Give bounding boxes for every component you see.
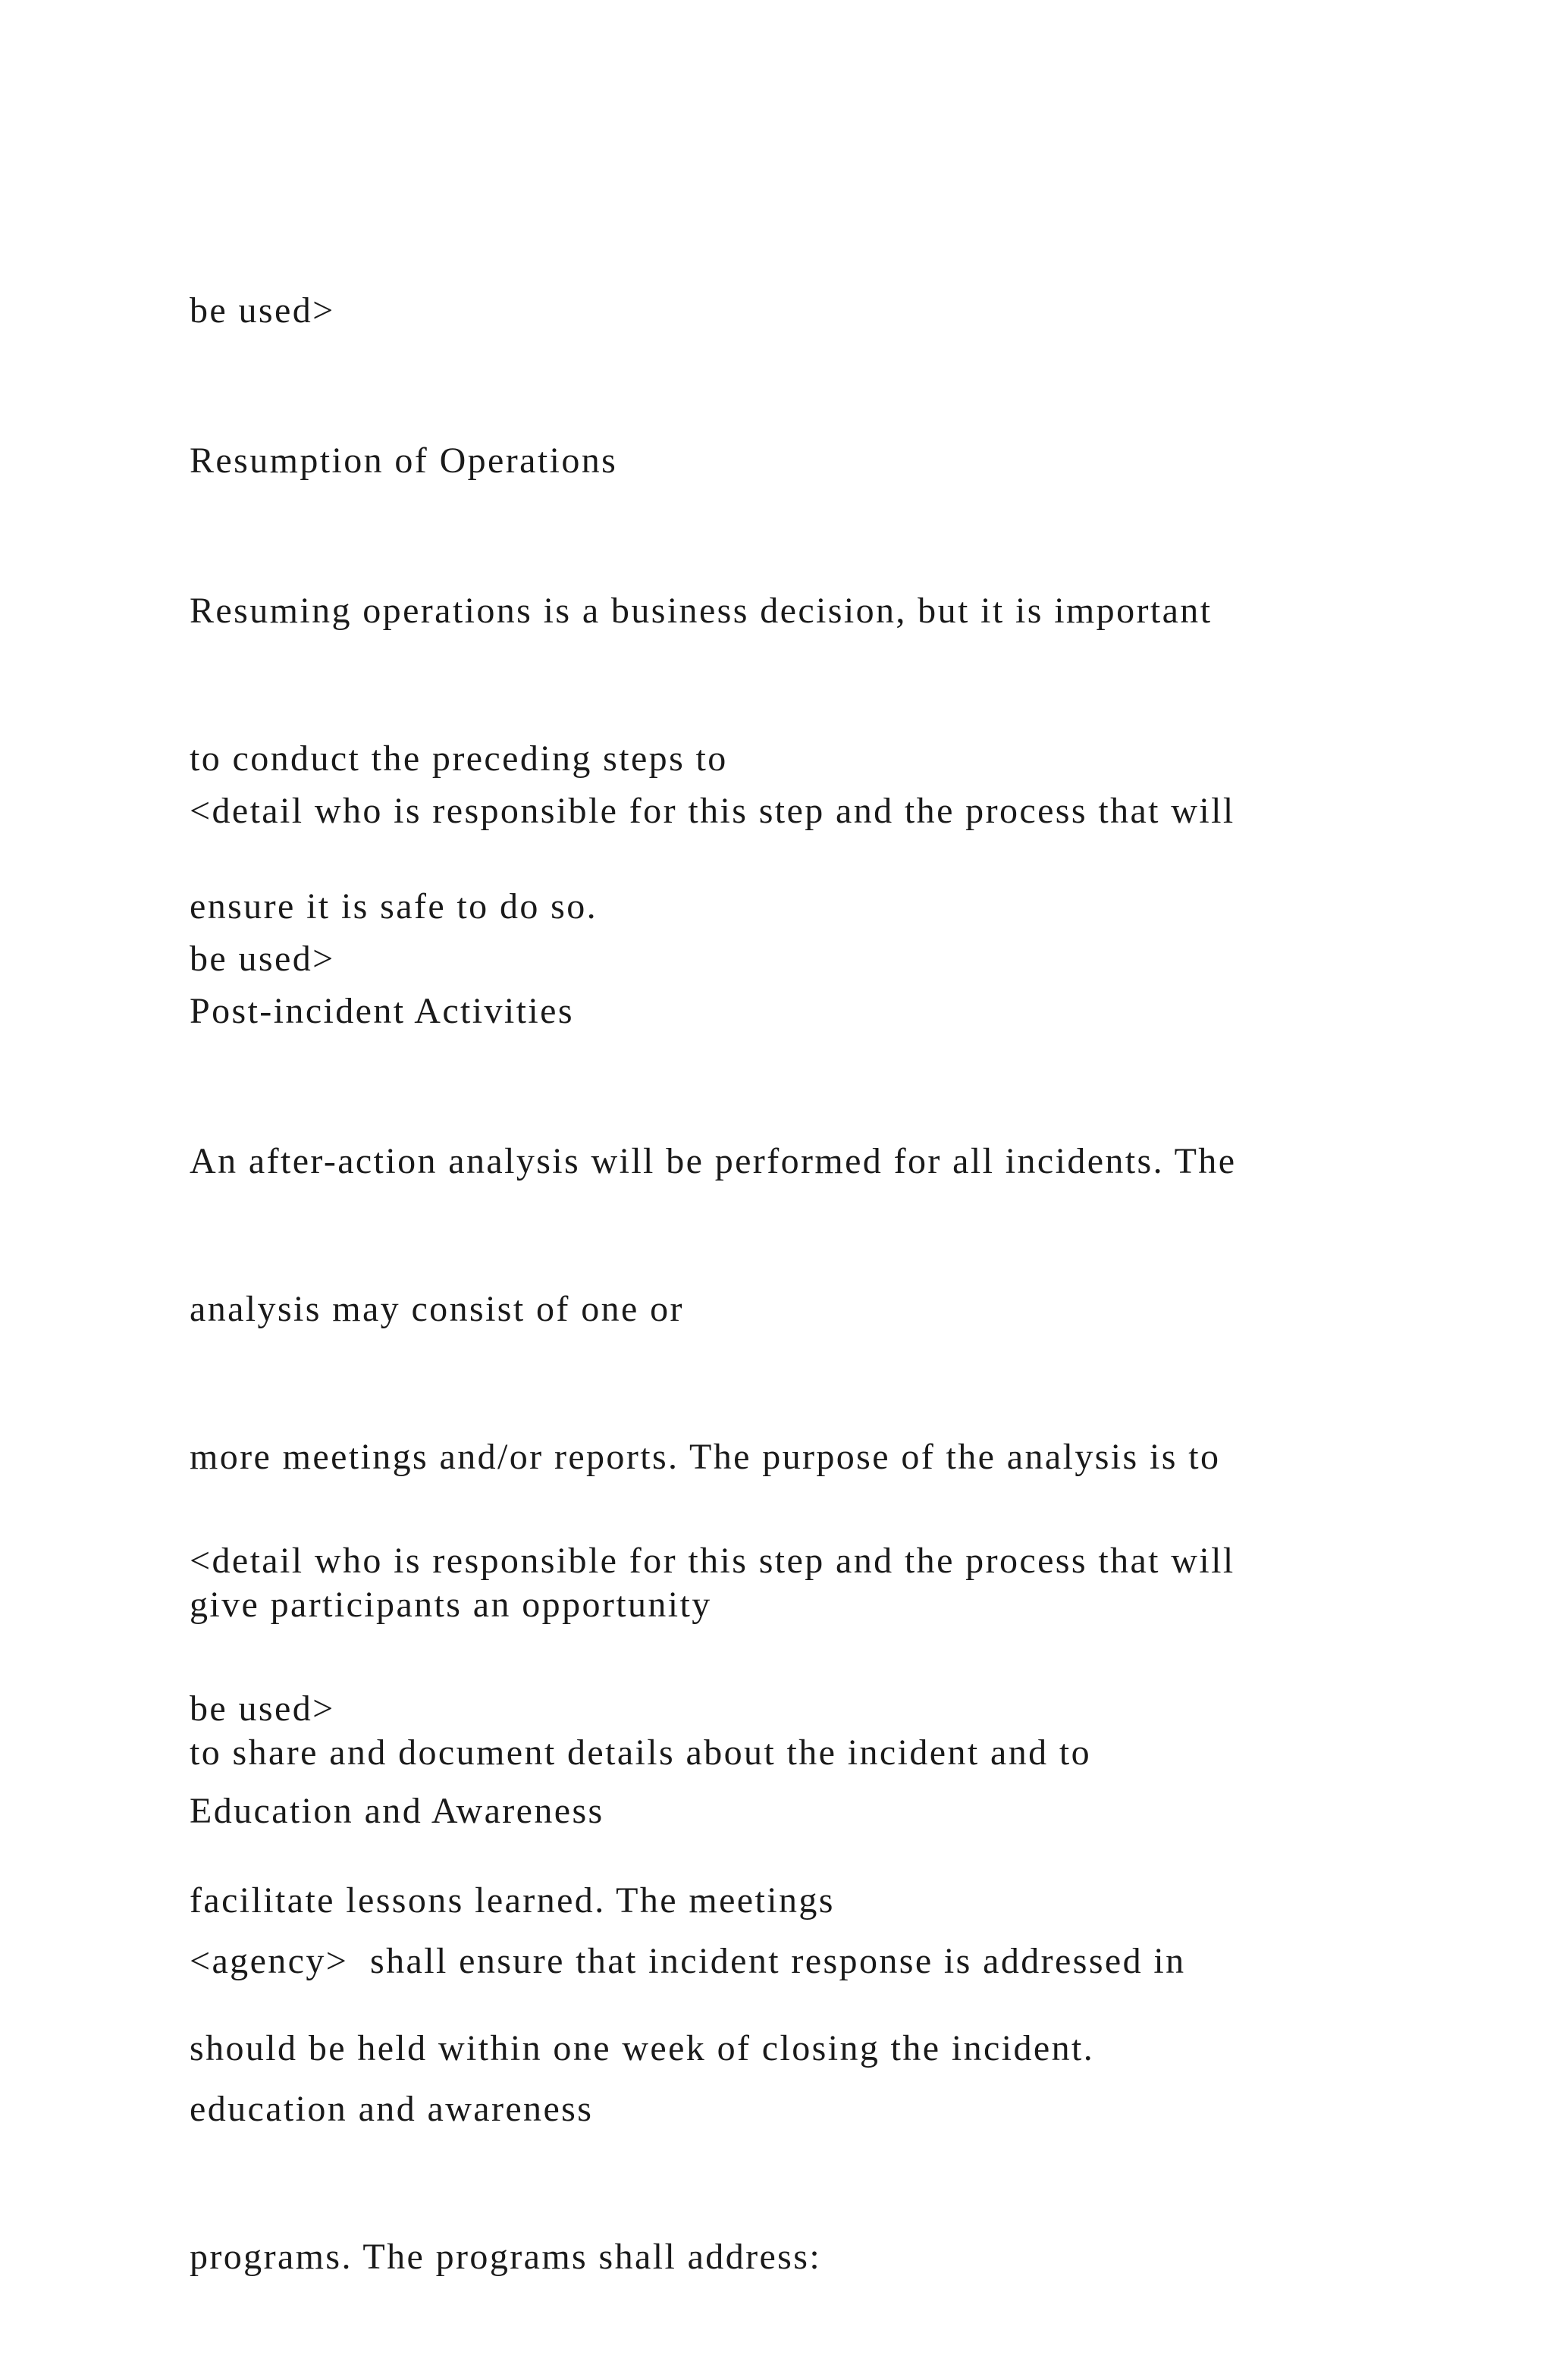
heading-text: Education and Awareness (190, 1791, 604, 1831)
text-line: be used> (190, 1689, 335, 1729)
heading-text: Post-incident Activities (190, 991, 574, 1031)
text-line: give participants an opportunity (190, 1585, 712, 1625)
text-line: ensure it is safe to do so. (190, 886, 598, 927)
text-line: to share and document details about the incident and to (190, 1732, 1092, 1773)
text-line: Resuming operations is a business decision, but it is important (190, 591, 1213, 631)
text-line: should be held within one week of closing the incident. (190, 2028, 1095, 2068)
text-line: <detail who is responsible for this step and the process that will (190, 791, 1235, 831)
text-line: to conduct the preceding steps to (190, 738, 728, 779)
text-line: education and awareness (190, 2089, 594, 2129)
text-line: programs. The programs shall address: (190, 2237, 822, 2277)
text-line: An after-action analysis will be performed for all incidents. The (190, 1141, 1237, 1181)
heading-text: Resumption of Operations (190, 441, 618, 481)
paragraph-education (190, 1838, 1186, 2380)
text-line: facilitate lessons learned. The meetings (190, 1880, 835, 1921)
text-line: <agency> shall ensure that incident response is addressed in (190, 1941, 1186, 1981)
text-line: be used> (190, 290, 335, 331)
text-line: <detail who is responsible for this step and the process that will (190, 1541, 1235, 1581)
text-line: be used> (190, 939, 335, 979)
text-line: more meetings and/or reports. The purpose of the analysis is to (190, 1437, 1221, 1477)
text-line: analysis may consist of one or (190, 1289, 684, 1329)
